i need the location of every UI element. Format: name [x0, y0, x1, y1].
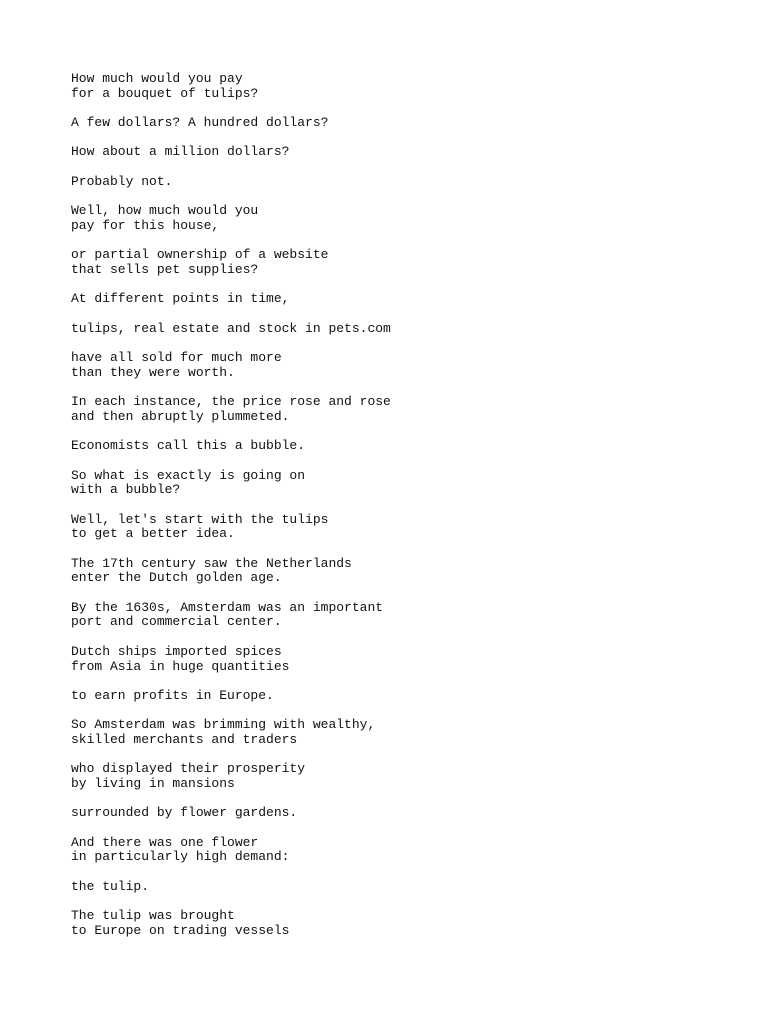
stanza [71, 909, 711, 938]
text-line: and then abruptly plummeted. [71, 408, 290, 424]
text-line: for a bouquet of tulips? [71, 85, 259, 101]
stanza [71, 469, 711, 498]
text-line: surrounded by flower gardens. [71, 805, 298, 821]
text-line: with a bubble? [71, 482, 181, 498]
text-line: Probably not. [71, 173, 173, 189]
text-line: So Amsterdam was brimming with wealthy, [71, 717, 376, 733]
text-line: Well, how much would you [71, 203, 259, 219]
text-line: to get a better idea. [71, 526, 235, 542]
text-line: that sells pet supplies? [71, 261, 259, 277]
stanza [71, 806, 711, 821]
stanza [71, 880, 711, 895]
stanza [71, 204, 711, 233]
text-line: from Asia in huge quantities [71, 658, 290, 674]
text-line: pay for this house, [71, 217, 220, 233]
text-line: enter the Dutch golden age. [71, 570, 282, 586]
stanza [71, 116, 711, 131]
stanza [71, 145, 711, 160]
stanza [71, 557, 711, 586]
text-line: How about a million dollars? [71, 144, 290, 160]
transcript-page [71, 72, 711, 953]
stanza [71, 395, 711, 424]
text-line: than they were worth. [71, 364, 235, 380]
stanza [71, 513, 711, 542]
text-line: the tulip. [71, 878, 150, 894]
text-line: by living in mansions [71, 776, 235, 791]
text-line: skilled merchants and traders [71, 731, 298, 747]
stanza [71, 175, 711, 190]
text-line: to Europe on trading vessels [71, 922, 290, 938]
stanza [71, 645, 711, 674]
text-line: Economists call this a bubble. [71, 438, 306, 454]
text-line: By the 1630s, Amsterdam was an important [71, 599, 384, 615]
stanza [71, 718, 711, 747]
text-line: or partial ownership of a website [71, 247, 329, 263]
stanza [71, 292, 711, 307]
stanza [71, 72, 711, 101]
text-line: At different points in time, [71, 291, 290, 307]
stanza [71, 439, 711, 454]
stanza [71, 351, 711, 380]
text-line: have all sold for much more [71, 350, 282, 366]
text-line: The tulip was brought [71, 908, 235, 924]
stanza [71, 689, 711, 704]
text-line: In each instance, the price rose and rose [71, 394, 391, 410]
text-line: who displayed their prosperity [71, 761, 306, 777]
stanza [71, 322, 711, 337]
text-line: Well, let's start with the tulips [71, 511, 329, 527]
text-line: How much would you pay [71, 71, 243, 86]
text-line: port and commercial center. [71, 614, 282, 630]
stanza [71, 762, 711, 791]
stanza [71, 601, 711, 630]
stanza [71, 248, 711, 277]
stanza [71, 836, 711, 865]
text-line: to earn profits in Europe. [71, 687, 274, 703]
text-line: The 17th century saw the Netherlands [71, 555, 352, 571]
text-line: in particularly high demand: [71, 849, 290, 865]
text-line: A few dollars? A hundred dollars? [71, 115, 329, 131]
text-line: And there was one flower [71, 834, 259, 850]
text-line: Dutch ships imported spices [71, 643, 282, 659]
text-line: tulips, real estate and stock in pets.com [71, 320, 391, 336]
text-line: So what is exactly is going on [71, 467, 306, 483]
